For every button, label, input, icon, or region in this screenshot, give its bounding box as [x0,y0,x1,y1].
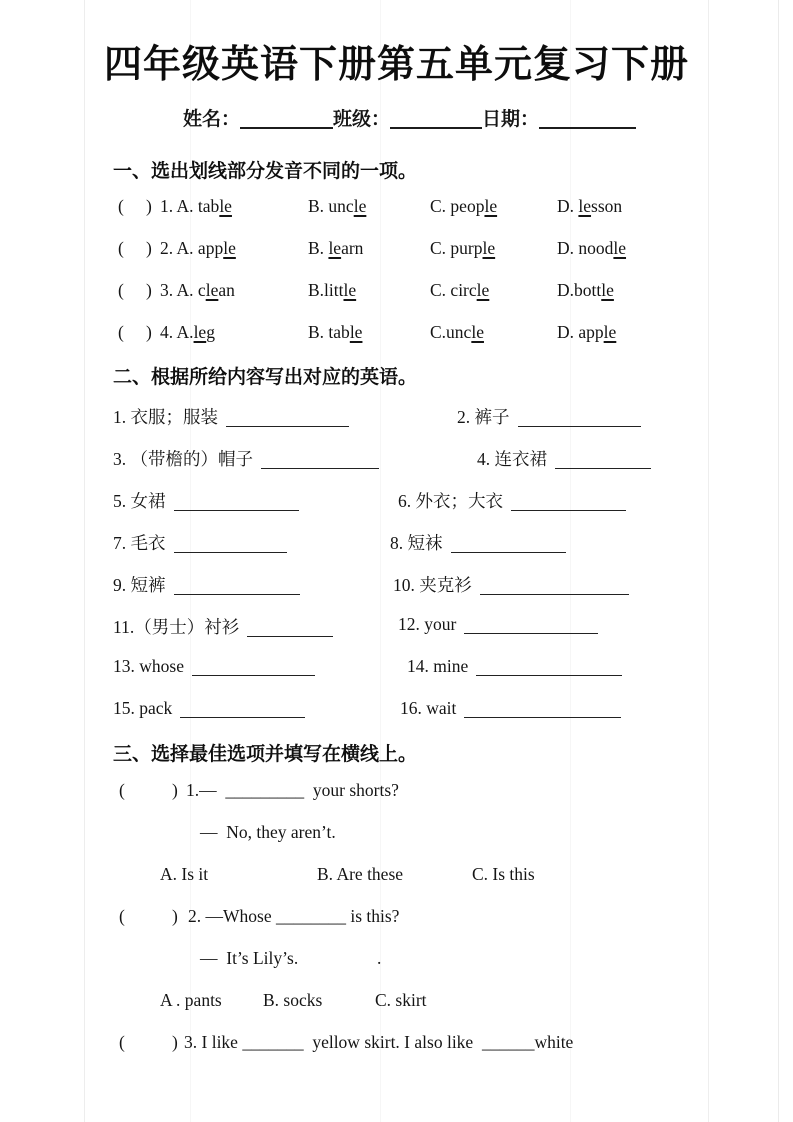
choice-option: A . pants [160,990,222,1010]
choice-option: A. Is it [160,864,209,884]
student-field-blank [240,111,333,129]
vocab-label: 1. 衣服；服装 [113,407,218,427]
vocab-item [398,488,626,513]
choice-answer-line [0,822,793,852]
dialog-answer-text: — It’s Lily’s. [200,948,299,968]
vocab-item [113,446,379,471]
phonics-option: 4. A.leg [160,322,215,342]
answer-paren-open: ( [118,196,124,216]
phonics-option: 3. A. clean [160,280,235,300]
answer-paren-open: ( [118,238,124,258]
section2-heading: 二、根据所给内容写出对应的英语。 [113,367,418,388]
vocab-label: 9. 短裤 [113,575,166,595]
vocab-blank [226,412,349,427]
dialog-answer-text: — No, they aren’t. [200,822,336,842]
phonics-option: B. uncle [308,196,367,216]
student-field-label: 班级： [333,109,391,130]
phonics-option: B. table [308,322,363,342]
vocab-label: 13. whose [113,656,184,676]
answer-paren-close: ) [146,322,152,342]
phonics-option: 2. A. apple [160,238,236,258]
vocab-blank [451,538,566,553]
vocab-item [477,446,651,471]
choice-options-line [0,990,793,1020]
vocab-blank [174,580,300,595]
answer-paren-open: ( [119,1032,125,1052]
answer-paren-open: ( [119,906,125,926]
phonics-question-row [0,238,793,268]
vocab-item [393,572,629,597]
vocab-blank [180,703,305,718]
choice-question-line [0,1032,793,1062]
vocab-label: 5. 女裙 [113,491,166,511]
vocab-item [113,404,349,429]
question-text: 2. —Whose ________ is this? [188,906,400,926]
phonics-option: D.bottle [557,280,614,300]
vocab-row [0,404,793,434]
vocab-item [407,656,622,677]
answer-paren-open: ( [118,322,124,342]
phonics-option: D. apple [557,322,617,342]
section1-heading: 一、选出划线部分发音不同的一项。 [113,161,418,182]
phonics-option: C. circle [430,280,490,300]
vocab-blank [480,580,629,595]
vocab-label: 3. （带檐的）帽子 [113,449,253,469]
vocab-item [400,698,621,719]
phonics-option: B.little [308,280,357,300]
student-info-row [183,104,636,131]
vocab-blank [511,496,626,511]
vocab-label: 11.（男士）衬衫 [113,617,240,637]
answer-paren-close: ) [146,196,152,216]
vocab-blank [476,661,622,676]
vocab-item [113,572,300,597]
vocab-label: 12. your [398,614,457,634]
phonics-option: D. lesson [557,196,623,216]
phonics-option: C. purple [430,238,496,258]
student-field-blank [539,111,636,129]
answer-paren-open: ( [118,280,124,300]
answer-paren-open: ( [119,780,125,800]
choice-question-line [0,906,793,936]
phonics-question-row [0,280,793,310]
student-field-blank [390,111,482,129]
vocab-item [113,614,333,639]
choice-option: B. Are these [317,864,404,884]
vocab-label: 14. mine [407,656,469,676]
vocab-row [0,572,793,602]
choice-answer-line [0,948,793,978]
vocab-item [113,530,287,555]
choice-option: B. socks [263,990,323,1010]
vocab-label: 7. 毛衣 [113,533,166,553]
question-text: 1.— _________ your shorts? [186,780,399,800]
page-title: 四年级英语下册第五单元复习下册 [103,44,689,86]
vocab-row [0,530,793,560]
phonics-question-row [0,196,793,226]
vocab-blank [555,454,651,469]
vocab-row [0,614,793,644]
vocab-item [113,656,315,677]
phonics-question-row [0,322,793,352]
phonics-option: B. learn [308,238,364,258]
student-field-label: 日期： [482,109,540,130]
vocab-item [398,614,598,635]
vocab-label: 4. 连衣裙 [477,449,547,469]
vocab-label: 2. 裤子 [457,407,510,427]
vocab-item [457,404,641,429]
phonics-option: 1. A. table [160,196,232,216]
vocab-item [390,530,566,555]
vocab-blank [464,619,598,634]
vocab-row [0,656,793,686]
vocab-blank [247,622,333,637]
phonics-option: D. noodle [557,238,627,258]
answer-paren-close: ) [146,238,152,258]
stray-period: . [377,948,382,968]
phonics-option: C.uncle [430,322,484,342]
vocab-blank [464,703,621,718]
vocab-blank [261,454,379,469]
choice-option: C. Is this [472,864,535,884]
student-field-label: 姓名： [183,109,241,130]
vocab-label: 15. pack [113,698,173,718]
answer-paren-close: ) [172,906,178,926]
vocab-label: 6. 外衣；大衣 [398,491,503,511]
vocab-item [113,488,299,513]
answer-paren-close: ) [172,1032,178,1052]
vocab-blank [518,412,641,427]
vocab-label: 16. wait [400,698,457,718]
vocab-blank [174,496,299,511]
question-text: 3. I like _______ yellow skirt. I also like ______white [184,1032,574,1052]
vocab-row [0,446,793,476]
vocab-blank [192,661,315,676]
vocab-blank [174,538,287,553]
choice-question-line [0,780,793,810]
vocab-row [0,488,793,518]
choice-option: C. skirt [375,990,427,1010]
answer-paren-close: ) [146,280,152,300]
vocab-label: 8. 短袜 [390,533,443,553]
section3-heading: 三、选择最佳选项并填写在横线上。 [113,744,418,765]
vocab-label: 10. 夹克衫 [393,575,472,595]
vocab-item [113,698,305,719]
phonics-option: C. people [430,196,498,216]
answer-paren-close: ) [172,780,178,800]
choice-options-line [0,864,793,894]
vocab-row [0,698,793,728]
